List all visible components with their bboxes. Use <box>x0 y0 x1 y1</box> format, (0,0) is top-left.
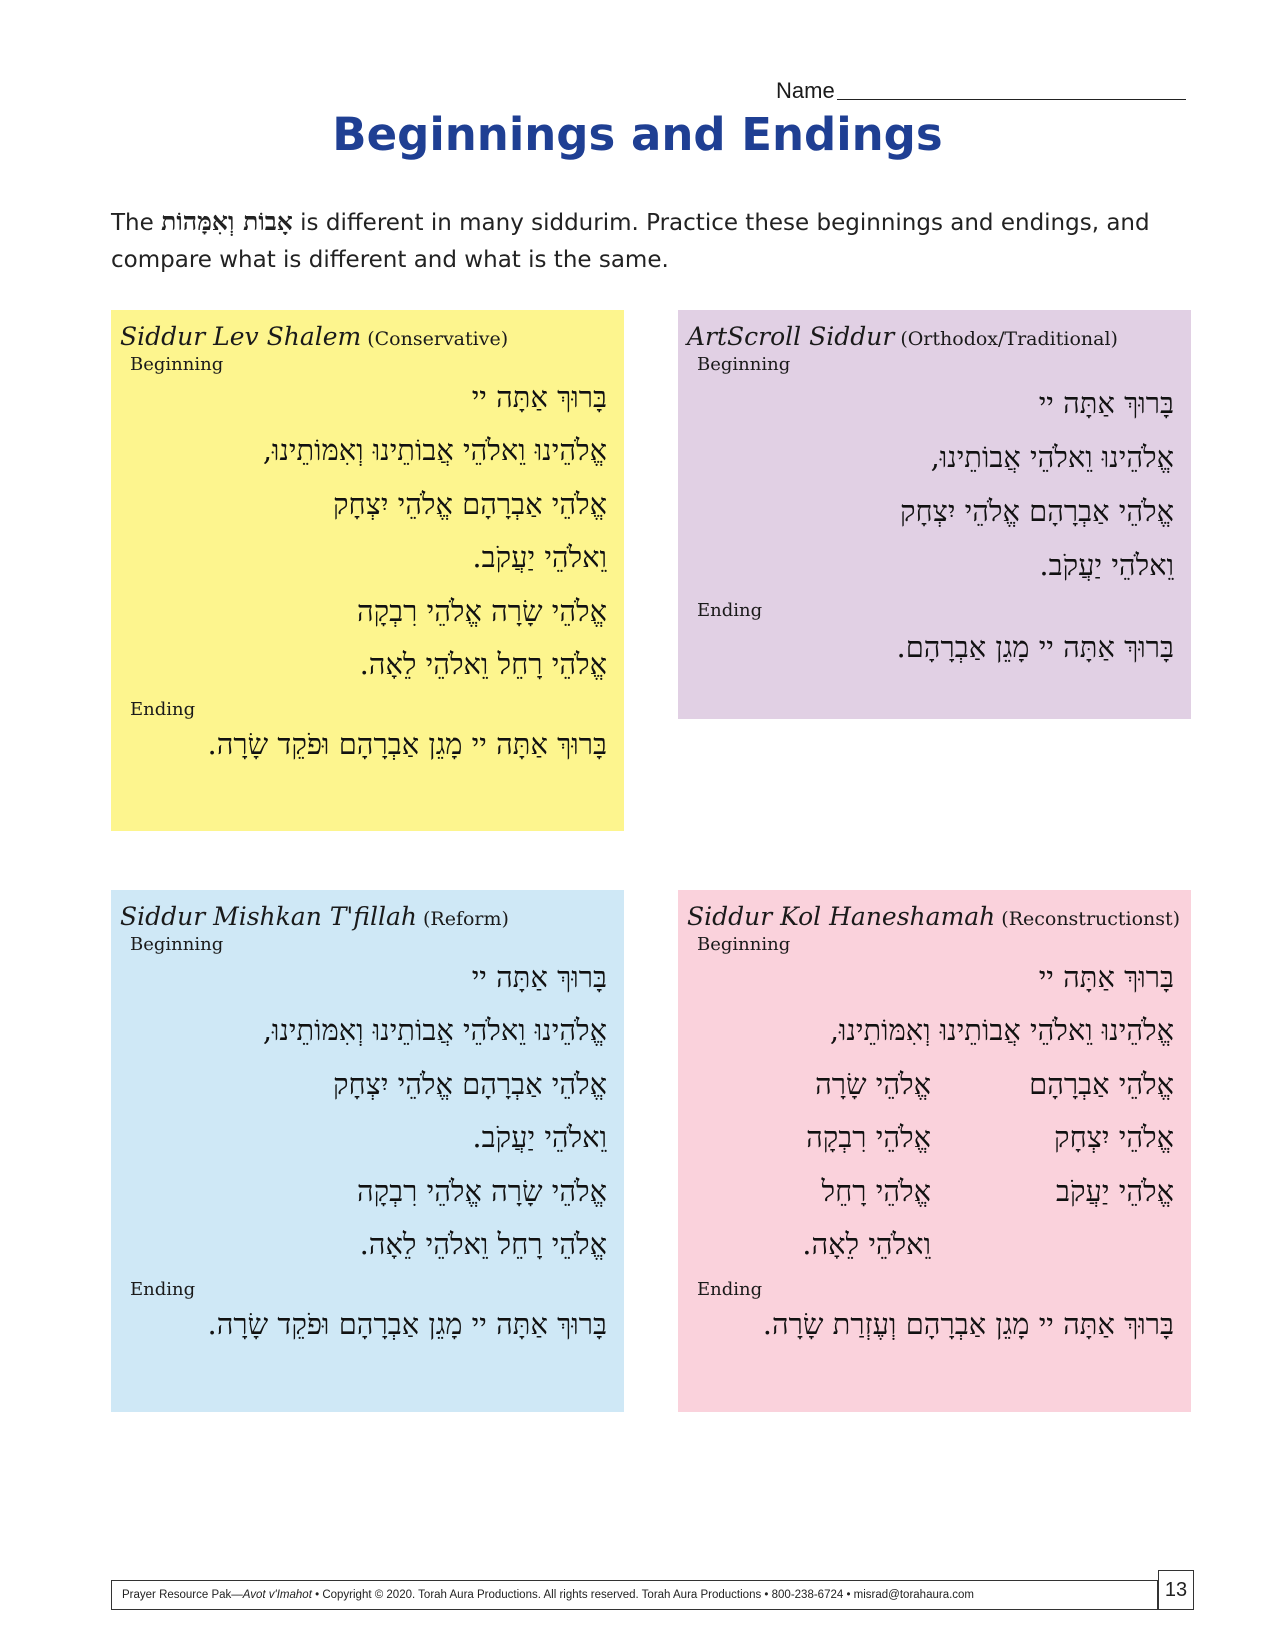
hebrew-line: אֱלֹהֵינוּ וֵאלֹהֵי אֲבוֹתֵינוּ וְאִמּוֹתֵינוּ, <box>262 1013 607 1047</box>
footer-credits <box>111 1580 1158 1610</box>
hebrew-line: אֱלֹהֵינוּ וֵאלֹהֵי אֲבוֹתֵינוּ וְאִמּוֹתֵינוּ, <box>262 433 607 467</box>
siddur-name: Siddur Lev Shalem <box>120 322 362 351</box>
ending-label: Ending <box>130 699 196 720</box>
hebrew-ending-line: בָּרוּךְ אַתָּה יי מָגֵן אַבְרָהָם. <box>896 630 1174 664</box>
hebrew-line: אֱלֹהֵי שָׂרָה אֱלֹהֵי רִבְקָה <box>356 594 607 628</box>
hebrew-line: בָּרוּךְ אַתָּה יי <box>471 380 607 414</box>
hebrew-line: בָּרוּךְ אַתָּה יי <box>1038 960 1174 994</box>
siddur-name: Siddur Kol Haneshamah <box>687 902 996 931</box>
hebrew-ending-line: בָּרוּךְ אַתָּה יי מָגֵן אַבְרָהָם וְעֶזְרַת שָׂרָה. <box>762 1307 1174 1341</box>
page-number: 13 <box>1158 1570 1194 1610</box>
box-lev-shalem <box>111 310 624 831</box>
denomination: (Conservative) <box>367 328 509 350</box>
intro-paragraph <box>111 203 1191 279</box>
denomination: (Orthodox/Traditional) <box>900 328 1118 350</box>
hebrew-line: אֱלֹהֵי שָׂרָה אֱלֹהֵי רִבְקָה <box>356 1174 607 1208</box>
intro-text-after: is different in many siddurim. Practice these beginnings and endings, and compare what is different and what is the same. <box>111 210 1150 273</box>
beginning-label: Beginning <box>130 354 224 375</box>
box-mishkan-tfillah <box>111 890 624 1412</box>
matriarch-left-cell: אֱלֹהֵי שָׂרָה <box>815 1067 931 1101</box>
matriarch-left-cell: אֱלֹהֵי רָחֵל <box>821 1174 931 1208</box>
matriarch-left-cell: אֱלֹהֵי רִבְקָה <box>806 1120 931 1154</box>
beginning-label: Beginning <box>697 934 791 955</box>
hebrew-line: אֱלֹהֵי רָחֵל וֵאלֹהֵי לֵאָה. <box>359 1227 607 1261</box>
footer-text-italic: Avot v'Imahot <box>242 1589 312 1601</box>
hebrew-ending-line: בָּרוּךְ אַתָּה יי מָגֵן אַבְרָהָם וּפֹקֵד שָׂרָה. <box>207 1307 607 1341</box>
beginning-label: Beginning <box>130 934 224 955</box>
beginning-label: Beginning <box>697 354 791 375</box>
hebrew-line: אֱלֹהֵי אַבְרָהָם אֱלֹהֵי יִצְחָק <box>332 487 607 521</box>
name-label: Name <box>776 78 835 103</box>
hebrew-line: אֱלֹהֵינוּ וֵאלֹהֵי אֲבוֹתֵינוּ וְאִמּוֹתֵינוּ, <box>829 1013 1174 1047</box>
hebrew-line: אֱלֹהֵי רָחֵל וֵאלֹהֵי לֵאָה. <box>359 647 607 681</box>
page-title: Beginnings and Endings <box>332 108 943 161</box>
ending-label: Ending <box>697 1279 763 1300</box>
hebrew-line: בָּרוּךְ אַתָּה יי <box>471 960 607 994</box>
hebrew-line: וֵאלֹהֵי יַעֲקֹב. <box>1039 548 1174 582</box>
matriarch-patriarch-right-cell: אֱלֹהֵי יַעֲקֹב <box>1056 1174 1174 1208</box>
matriarch-left-cell: וֵאלֹהֵי לֵאָה. <box>802 1227 931 1261</box>
matriarch-patriarch-right-cell: אֱלֹהֵי יִצְחָק <box>1054 1120 1174 1154</box>
ending-label: Ending <box>697 600 763 621</box>
box-title <box>120 902 509 931</box>
footer-text-after: • Copyright © 2020. Torah Aura Productions. All rights reserved. Torah Aura Productions • 800-238-6724 • misrad@torahaura.com <box>311 1589 975 1601</box>
hebrew-line: וֵאלֹהֵי יַעֲקֹב. <box>472 1120 607 1154</box>
siddur-name: Siddur Mishkan T'fillah <box>120 902 417 931</box>
intro-text-before: The <box>111 210 154 236</box>
intro-hebrew-term: אָבוֹת וְאִמָּהוֹת <box>161 207 293 236</box>
denomination: (Reconstructionst) <box>1001 908 1181 930</box>
denomination: (Reform) <box>422 908 509 930</box>
hebrew-line: אֱלֹהֵי אַבְרָהָם אֱלֹהֵי יִצְחָק <box>332 1067 607 1101</box>
ending-label: Ending <box>130 1279 196 1300</box>
name-underline <box>837 99 1186 100</box>
hebrew-line: אֱלֹהֵינוּ וֵאלֹהֵי אֲבוֹתֵינוּ, <box>930 440 1174 474</box>
matriarch-patriarch-right-cell: אֱלֹהֵי אַבְרָהָם <box>1029 1067 1174 1101</box>
box-title <box>687 902 1180 931</box>
hebrew-line: וֵאלֹהֵי יַעֲקֹב. <box>472 540 607 574</box>
box-artscroll <box>678 310 1191 719</box>
box-title <box>120 322 508 351</box>
siddur-name: ArtScroll Siddur <box>687 322 895 351</box>
hebrew-line: אֱלֹהֵי אַבְרָהָם אֱלֹהֵי יִצְחָק <box>899 494 1174 528</box>
box-kol-haneshamah <box>678 890 1191 1412</box>
hebrew-ending-line: בָּרוּךְ אַתָּה יי מָגֵן אַבְרָהָם וּפֹקֵד שָׂרָה. <box>207 727 607 761</box>
footer-text-before: Prayer Resource Pak— <box>122 1589 243 1601</box>
hebrew-line: בָּרוּךְ אַתָּה יי <box>1038 386 1174 420</box>
name-field[interactable] <box>776 74 1186 104</box>
box-title <box>687 322 1118 351</box>
